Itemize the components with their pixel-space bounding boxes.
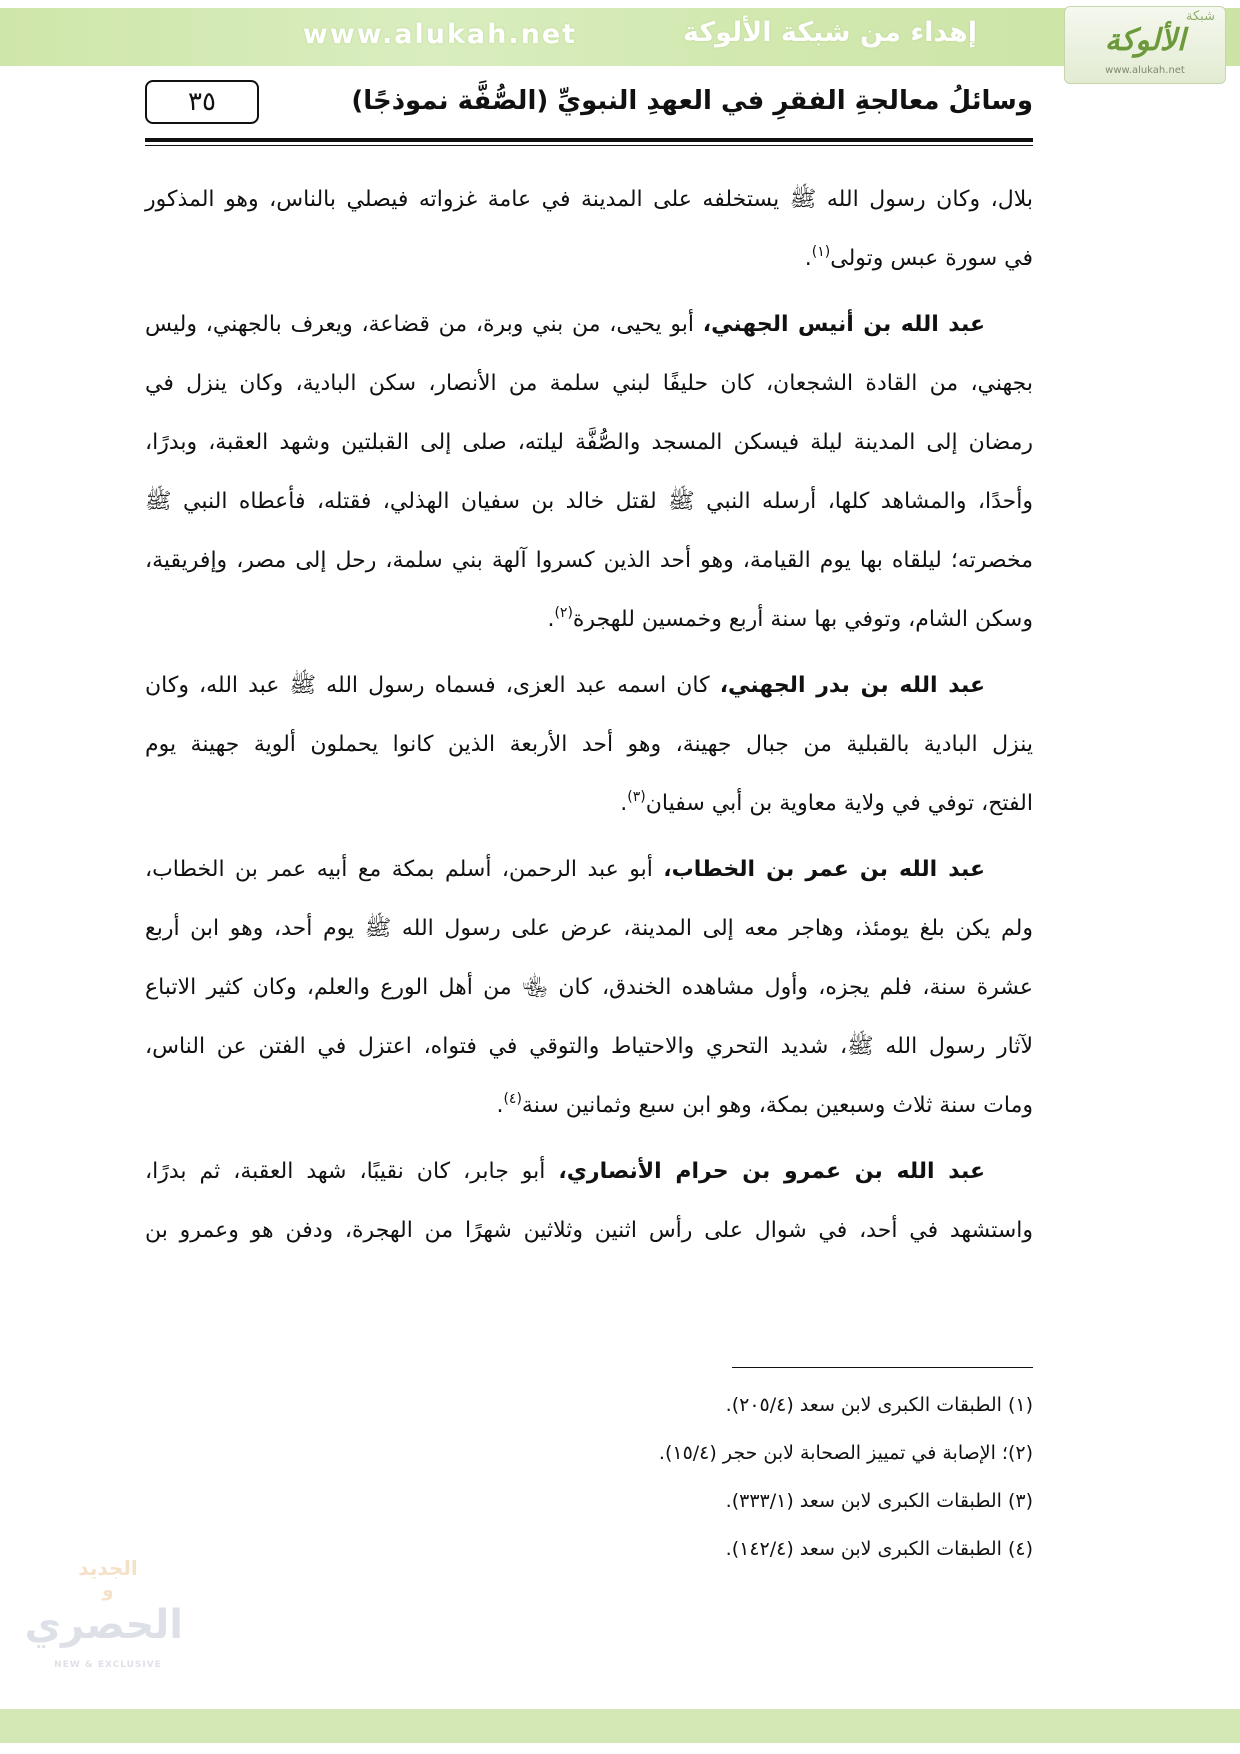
banner-gift-text: إهداء من شبكة الألوكة	[683, 17, 977, 48]
new-exclusive-watermark	[24, 1556, 183, 1678]
line-text: واستشهد في أحد، في شوال على رأس اثنين وثلاثين شهرًا من الهجرة، ودفن هو وعمرو بن	[145, 1218, 1033, 1243]
body-line	[145, 1142, 1033, 1201]
person-name: عبد الله بن بدر الجهني،	[719, 673, 985, 698]
line-text: أبو يحيى، من بني وبرة، من قضاعة، ويعرف بالجهني، وليس	[145, 312, 703, 337]
line-text: عشرة سنة، فلم يجزه، وأول مشاهده الخندق، كان ﵄ من أهل الورع والعلم، وكان كثير الاتباع	[145, 975, 1033, 1000]
footnote-ref: (١)	[811, 244, 831, 260]
footnote: (٢)؛ الإصابة في تمييز الصحابة لابن حجر (١٥/٤).	[658, 1442, 1033, 1464]
body-line	[145, 715, 1033, 774]
footnote: (٤) الطبقات الكبرى لابن سعد (١٤٢/٤).	[725, 1538, 1033, 1560]
person-name: عبد الله بن أنيس الجهني،	[702, 312, 985, 337]
line-text: الفتح، توفي في ولاية معاوية بن أبي سفيان	[645, 791, 1033, 816]
paragraph	[145, 295, 1033, 649]
body-line	[145, 170, 1033, 229]
line-text: مخصرته؛ ليلقاه بها يوم القيامة، وهو أحد الذين كسروا آلهة بني سلمة، رحل إلى مصر، وإفريقية،	[145, 548, 1033, 573]
line-text: في سورة عبس وتولى	[830, 246, 1033, 271]
body-line	[145, 413, 1033, 472]
footnote: (١) الطبقات الكبرى لابن سعد (٢٠٥/٤).	[725, 1394, 1033, 1416]
line-tail: .	[547, 607, 555, 632]
body-line	[145, 774, 1033, 833]
alukah-logo	[1064, 6, 1226, 84]
line-text: وسكن الشام، وتوفي بها سنة أربع وخمسين للهجرة	[572, 607, 1033, 632]
footnote-ref: (٤)	[503, 1091, 522, 1107]
line-text: أبو جابر، كان نقيبًا، شهد العقبة، ثم بدرًا،	[145, 1159, 559, 1184]
body-line	[145, 229, 1033, 288]
body-line	[145, 354, 1033, 413]
line-text: ينزل البادية بالقبلية من جبال جهينة، وهو أحد الأربعة الذين كانوا يحملون ألوية جهينة يوم	[145, 732, 1033, 757]
body-line	[145, 472, 1033, 531]
header-rule-thin	[145, 145, 1033, 146]
footnote: (٣) الطبقات الكبرى لابن سعد (٣٣٣/١).	[725, 1490, 1033, 1512]
bottom-band	[0, 1709, 1240, 1743]
watermark-english-text: NEW & EXCLUSIVE	[54, 1660, 162, 1670]
footnotes	[145, 1381, 1033, 1573]
logo-name-text: الألوكة	[1104, 23, 1186, 58]
body-line	[145, 1017, 1033, 1076]
line-text: رمضان إلى المدينة ليلة فيسكن المسجد والصُّفَّة ليلته، صلى إلى القبلتين وشهد العقبة، وبدرًا،	[145, 430, 1033, 455]
body-text	[145, 170, 1033, 1260]
watermark-main-text: الحصري	[24, 1602, 183, 1648]
person-name: عبد الله بن عمرو بن حرام الأنصاري،	[558, 1159, 985, 1184]
body-line	[145, 590, 1033, 649]
line-tail: .	[804, 246, 812, 271]
header-rule	[145, 138, 1033, 142]
line-text: ولم يكن بلغ يومئذ، وهاجر معه إلى المدينة، عرض على رسول الله ﷺ يوم أحد، وهو ابن أربع	[145, 916, 1033, 941]
body-line	[145, 656, 1033, 715]
line-tail: .	[496, 1093, 504, 1118]
line-text: وأحدًا، والمشاهد كلها، أرسله النبي ﷺ لقتل خالد بن سفيان الهذلي، فقتله، فأعطاه النبي ﷺ	[145, 489, 1033, 514]
paragraph	[145, 1142, 1033, 1260]
body-line	[145, 531, 1033, 590]
body-line	[145, 840, 1033, 899]
body-line	[145, 1201, 1033, 1260]
line-text: بلال، وكان رسول الله ﷺ يستخلفه على المدينة في عامة غزواته فيصلي بالناس، وهو المذكور	[145, 187, 1033, 212]
watermark-and-text: و	[102, 1580, 114, 1601]
footnote-ref: (٣)	[627, 789, 646, 805]
footnote-separator	[732, 1367, 1033, 1368]
logo-url-text: www.alukah.net	[1105, 65, 1185, 76]
line-text: أبو عبد الرحمن، أسلم بمكة مع أبيه عمر بن الخطاب،	[145, 857, 664, 882]
body-line	[145, 899, 1033, 958]
paragraph	[145, 840, 1033, 1135]
footnote-ref: (٢)	[554, 605, 573, 621]
line-text: لآثار رسول الله ﷺ، شديد التحري والاحتياط والتوقي في فتواه، اعتزل في الفتن عن الناس،	[145, 1034, 1033, 1059]
paragraph	[145, 170, 1033, 288]
logo-top-text: شبكة	[1186, 9, 1215, 24]
top-banner	[0, 8, 1240, 66]
line-text: كان اسمه عبد العزى، فسماه رسول الله ﷺ عبد الله، وكان	[145, 673, 720, 698]
line-tail: .	[620, 791, 628, 816]
body-line	[145, 1076, 1033, 1135]
body-line	[145, 958, 1033, 1017]
line-text: بجهني، من القادة الشجعان، كان حليفًا لبني سلمة من الأنصار، سكن البادية، وكان ينزل في	[145, 371, 1033, 396]
running-title: وسائلُ معالجةِ الفقرِ في العهدِ النبويِّ (الصُّفَّة نموذجًا)	[351, 86, 1033, 116]
person-name: عبد الله بن عمر بن الخطاب،	[663, 857, 985, 882]
body-line	[145, 295, 1033, 354]
page-number: ٣٥	[145, 80, 259, 124]
paragraph	[145, 656, 1033, 833]
banner-url: www.alukah.net	[302, 19, 578, 50]
watermark-top-text: الجديد	[78, 1556, 138, 1580]
line-text: ومات سنة ثلاث وسبعين بمكة، وهو ابن سبع وثمانين سنة	[521, 1093, 1033, 1118]
